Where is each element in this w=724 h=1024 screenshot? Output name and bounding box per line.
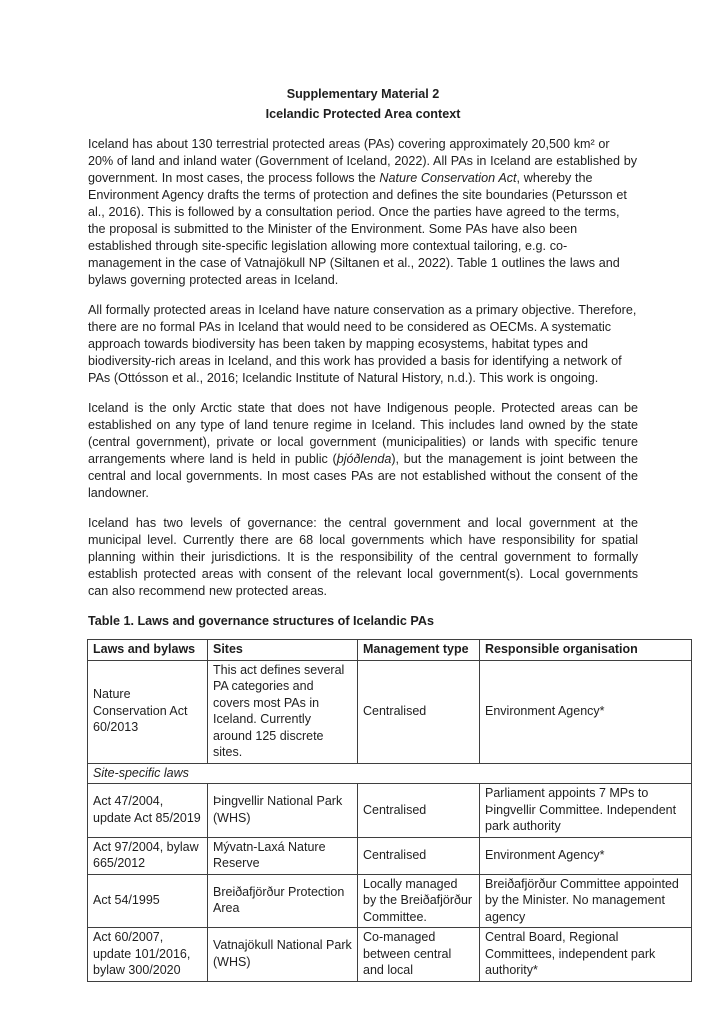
- table-cell: Environment Agency*: [480, 660, 692, 763]
- table-row-1: [88, 660, 692, 763]
- table-cell: Parliament appoints 7 MPs to Þingvellir Committee. Independent park authority: [480, 784, 692, 838]
- paragraph-2: [88, 302, 638, 387]
- table-cell: Centralised: [358, 660, 480, 763]
- table-row-5: [88, 874, 692, 928]
- table-row-6: [88, 928, 692, 982]
- column-header-1: Laws and bylaws: [88, 640, 208, 661]
- title-line-2: Icelandic Protected Area context: [265, 107, 461, 121]
- table-cell: Co-managed between central and local: [358, 928, 480, 982]
- paragraph-4: [88, 515, 638, 600]
- text-run: Iceland is the only Arctic state that does not have Indigenous people. Protected areas can be established on any type of land tenure regime in Iceland. This includes land owned by the state (central government), private or local government (municipalities) or lands with specific tenure arrangements where land is held in public (: [88, 401, 638, 466]
- table-cell: Breiðafjörður Committee appointed by the Minister. No management agency: [480, 874, 692, 928]
- column-header-4: Responsible organisation: [480, 640, 692, 661]
- document-title: [88, 84, 638, 124]
- title-line-1: Supplementary Material 2: [286, 87, 440, 101]
- text-run: Iceland has about 130 terrestrial protected areas (PAs) covering approximately 20,500 km² or 20% of land and inland water (Government of Iceland, 2022). All PAs in Iceland are established by government. In most cases, the process follows the: [88, 137, 638, 185]
- table-cell: Þingvellir National Park (WHS): [208, 784, 358, 838]
- table-cell: Nature Conservation Act 60/2013: [88, 660, 208, 763]
- table-cell: Centralised: [358, 784, 480, 838]
- italic-text-run: þjóðlenda: [336, 452, 392, 466]
- paragraph-1: [88, 136, 638, 289]
- paragraph-3: [88, 400, 638, 502]
- table-cell: This act defines several PA categories and covers most PAs in Iceland. Currently around 125 discrete sites.: [208, 660, 358, 763]
- table-cell: Environment Agency*: [480, 837, 692, 874]
- text-run: , whereby the Environment Agency drafts the terms of protection and defines the site boundaries (Petursson et al., 2016). This is followed by a consultation period. Once the parties have agreed to the terms, the proposal is submitted to the Minister of the Environment. Some PAs have also been established through site-specific legislation allowing more contextual tailoring, e.g. co-management in the case of Vatnajökull NP (Siltanen et al., 2022). Table 1 outlines the laws and bylaws governing protected areas in Iceland.: [88, 171, 627, 287]
- table-cell: Mývatn-Laxá Nature Reserve: [208, 837, 358, 874]
- table-cell: Breiðafjörður Protection Area: [208, 874, 358, 928]
- table-cell: Act 60/2007, update 101/2016, bylaw 300/2020: [88, 928, 208, 982]
- table-row-4: [88, 837, 692, 874]
- body-paragraphs: [88, 136, 693, 600]
- table-cell: Centralised: [358, 837, 480, 874]
- section-row: [88, 763, 692, 784]
- table-cell: Act 97/2004, bylaw 665/2012: [88, 837, 208, 874]
- text-run: Iceland has two levels of governance: the central government and local government at the municipal level. Currently there are 68 local governments which have responsibility for spatial planning within their jurisdictions. It is the responsibility of the central government to formally establish protected areas with consent of the relevant local government(s). Local governments can also recommend new protected areas.: [88, 516, 638, 598]
- table-cell: Act 54/1995: [88, 874, 208, 928]
- column-header-2: Sites: [208, 640, 358, 661]
- table-row-3: [88, 784, 692, 838]
- italic-text-run: Nature Conservation Act: [379, 171, 517, 185]
- table-cell: Act 47/2004, update Act 85/2019: [88, 784, 208, 838]
- table-caption: Table 1. Laws and governance structures of Icelandic PAs: [88, 614, 434, 628]
- table-cell: Vatnajökull National Park (WHS): [208, 928, 358, 982]
- column-header-3: Management type: [358, 640, 480, 661]
- text-run: All formally protected areas in Iceland have nature conservation as a primary objective. Therefore, there are no formal PAs in Iceland that would need to be considered as OECMs. A systematic approach towards biodiversity has been taken by mapping ecosystems, habitat types and biodiversity-rich areas in Iceland, and this work has provided a basis for identifying a network of PAs (Ottósson et al., 2016; Icelandic Institute of Natural History, n.d.). This work is ongoing.: [88, 303, 637, 385]
- table-cell: Locally managed by the Breiðafjörður Committee.: [358, 874, 480, 928]
- text-run: ), but the management is joint between the central and local governments. In most cases PAs are not established without the consent of the landowner.: [88, 452, 638, 500]
- table-header-row: [88, 640, 692, 661]
- laws-governance-table: [87, 639, 692, 982]
- table-cell: Central Board, Regional Committees, independent park authority*: [480, 928, 692, 982]
- section-label: Site-specific laws: [88, 763, 692, 784]
